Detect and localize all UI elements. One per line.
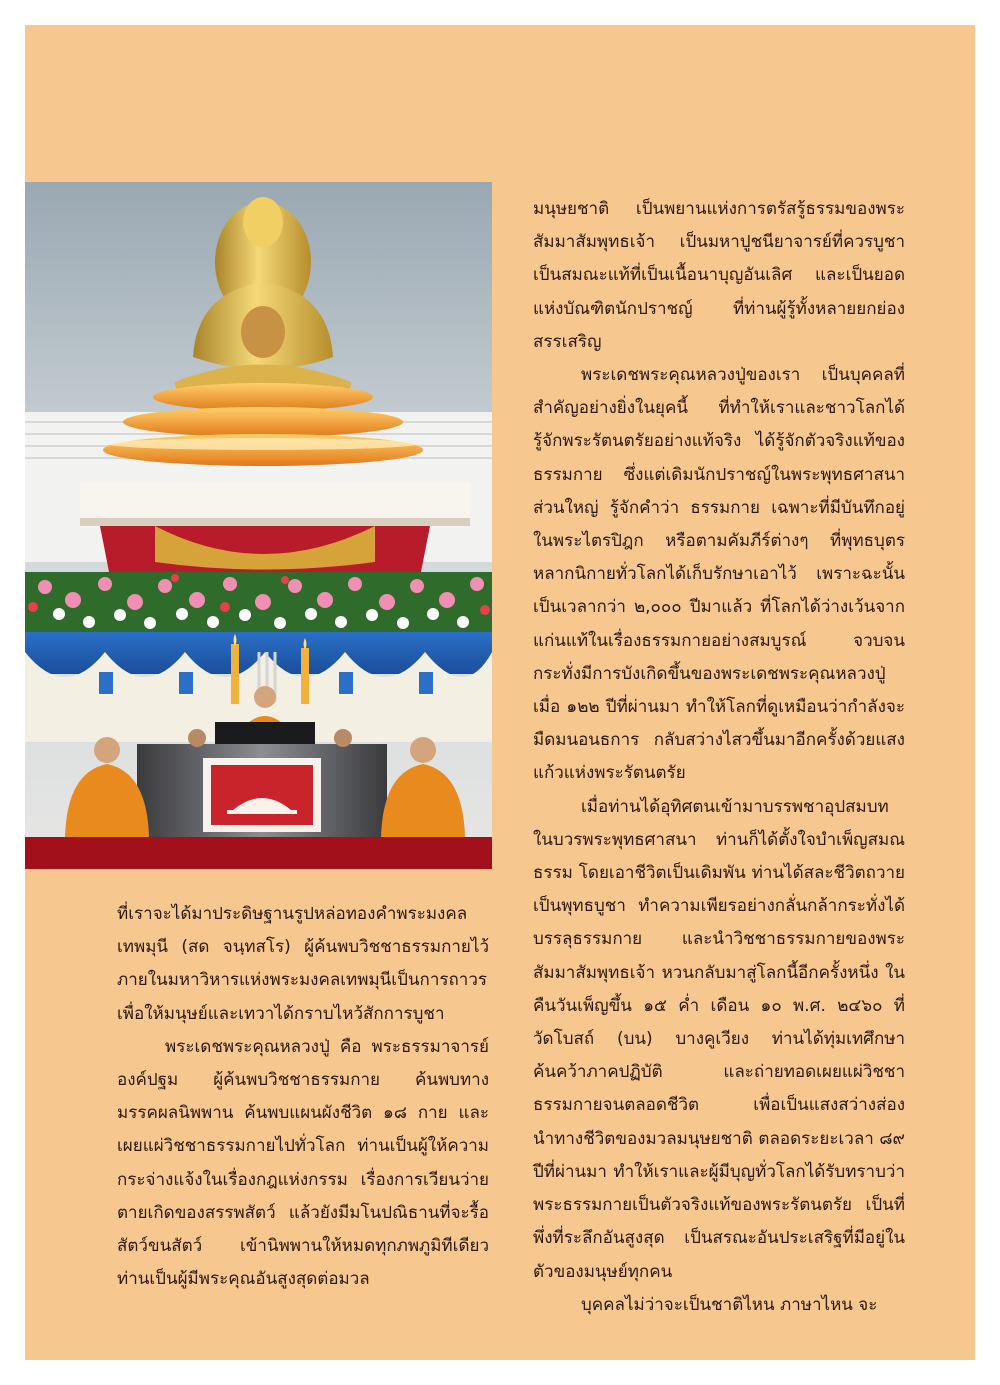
golden-statue-photo xyxy=(25,182,492,869)
paragraph: มนุษยชาติ เป็นพยานแห่งการตรัสรู้ธรรมของพระสัมมาสัมพุทธเจ้า เป็นมหาปูชนียาจารย์ที่ควรบูชา เป็นสมณะแท้ที่เป็นเนื้อนาบุญอันเลิศ และเป็นยอดแห่งบัณฑิตนักปราชญ์ ที่ท่านผู้รู้ทั้งหลายยกย่องสรรเสริญ xyxy=(533,199,905,352)
text-column-right xyxy=(533,193,905,1322)
text-column-left xyxy=(117,898,489,1296)
page xyxy=(25,25,975,1360)
paragraph: เมื่อท่านได้อุทิศตนเข้ามาบรรพชาอุปสมบทในบวรพระพุทธศาสนา ท่านก็ได้ตั้งใจบำเพ็ญสมณธรรม โดยเอาชีวิตเป็นเดิมพัน ท่านได้สละชีวิตถวายเป็นพุทธบูชา ทำความเพียรอย่างกลั่นกล้ากระทั่งได้บรรลุธรรมกาย และนำวิชชาธรรมกายของพระสัมมาสัมพุทธเจ้า หวนกลับมาสู่โลกนี้อีกครั้งหนึ่ง ในคืนวันเพ็ญขึ้น ๑๕ ค่ำ เดือน ๑๐ พ.ศ. ๒๔๖๐ ที่วัดโบสถ์ (บน) บางคูเวียง ท่านได้ทุ่มเทศึกษาค้นคว้าภาคปฏิบัติ และถ่ายทอดเผยแผ่วิชชาธรรมกายจนตลอดชีวิต เพื่อเป็นแสงสว่างส่องนำทางชีวิตของมวลมนุษยชาติ ตลอดระยะเวลา ๘๙ ปีที่ผ่านมา ทำให้เราและผู้มีบุญทั่วโลกได้รับทราบว่า พระธรรมกายเป็นตัวจริงแท้ของพระรัตนตรัย เป็นที่พึ่งที่ระลึกอันสูงสุด เป็นสรณะอันประเสริฐที่มีอยู่ในตัวของมนุษย์ทุกคน xyxy=(533,796,905,1282)
paragraph: ที่เราจะได้มาประดิษฐานรูปหล่อทองคำพระมงคลเทพมุนี (สด จนฺทสโร) ผู้ค้นพบวิชชาธรรมกายไว้ภายในมหาวิหารแห่งพระมงคลเทพมุนีเป็นการถาวร เพื่อให้มนุษย์และเทวาได้กราบไหว้สักการบูชา xyxy=(117,904,489,1024)
paragraph: พระเดชพระคุณหลวงปู่ของเรา เป็นบุคคลที่สำคัญอย่างยิ่งในยุคนี้ ที่ทำให้เราและชาวโลกได้รู้จักพระรัตนตรัยอย่างแท้จริง ได้รู้จักตัวจริงแท้ของธรรมกาย ซึ่งแต่เดิมนักปราชญ์ในพระพุทธศาสนาส่วนใหญ่ รู้จักคำว่า ธรรมกาย เฉพาะที่มีบันทึกอยู่ในพระไตรปิฎก หรือตามคัมภีร์ต่างๆ ที่พุทธบุตรหลากนิกายทั่วโลกได้เก็บรักษาเอาไว้ เพราะฉะนั้นเป็นเวลากว่า ๒,๐๐๐ ปีมาแล้ว ที่โลกได้ว่างเว้นจากแก่นแท้ในเรื่องธรรมกายอย่างสมบูรณ์ จวบจนกระทั่งมีการบังเกิดขึ้นของพระเดชพระคุณหลวงปู่ เมื่อ ๑๒๒ ปีที่ผ่านมา ทำให้โลกที่ดูเหมือนว่ากำลังจะมืดมนอนธการ กลับสว่างไสวขึ้นมาอีกครั้งด้วยแสงแก้วแห่งพระรัตนตรัย xyxy=(533,365,905,784)
paragraph: พระเดชพระคุณหลวงปู่ คือ พระธรรมาจารย์องค์ปฐม ผู้ค้นพบวิชชาธรรมกาย ค้นพบทางมรรคผลนิพพาน ค้นพบแผนผังชีวิต ๑๘ กาย และเผยแผ่วิชชาธรรมกายไปทั่วโลก ท่านเป็นผู้ให้ความกระจ่างแจ้งในเรื่องกฎแห่งกรรม เรื่องการเวียนว่ายตายเกิดของสรรพสัตว์ แล้วยังมีมโนปณิธานที่จะรื้อสัตว์ขนสัตว์ เข้านิพพานให้หมดทุกภพภูมิทีเดียว ท่านเป็นผู้มีพระคุณอันสูงสุดต่อมวล xyxy=(117,1036,489,1290)
paragraph: บุคคลไม่ว่าจะเป็นชาติไหน ภาษาไหน จะ xyxy=(581,1294,878,1315)
